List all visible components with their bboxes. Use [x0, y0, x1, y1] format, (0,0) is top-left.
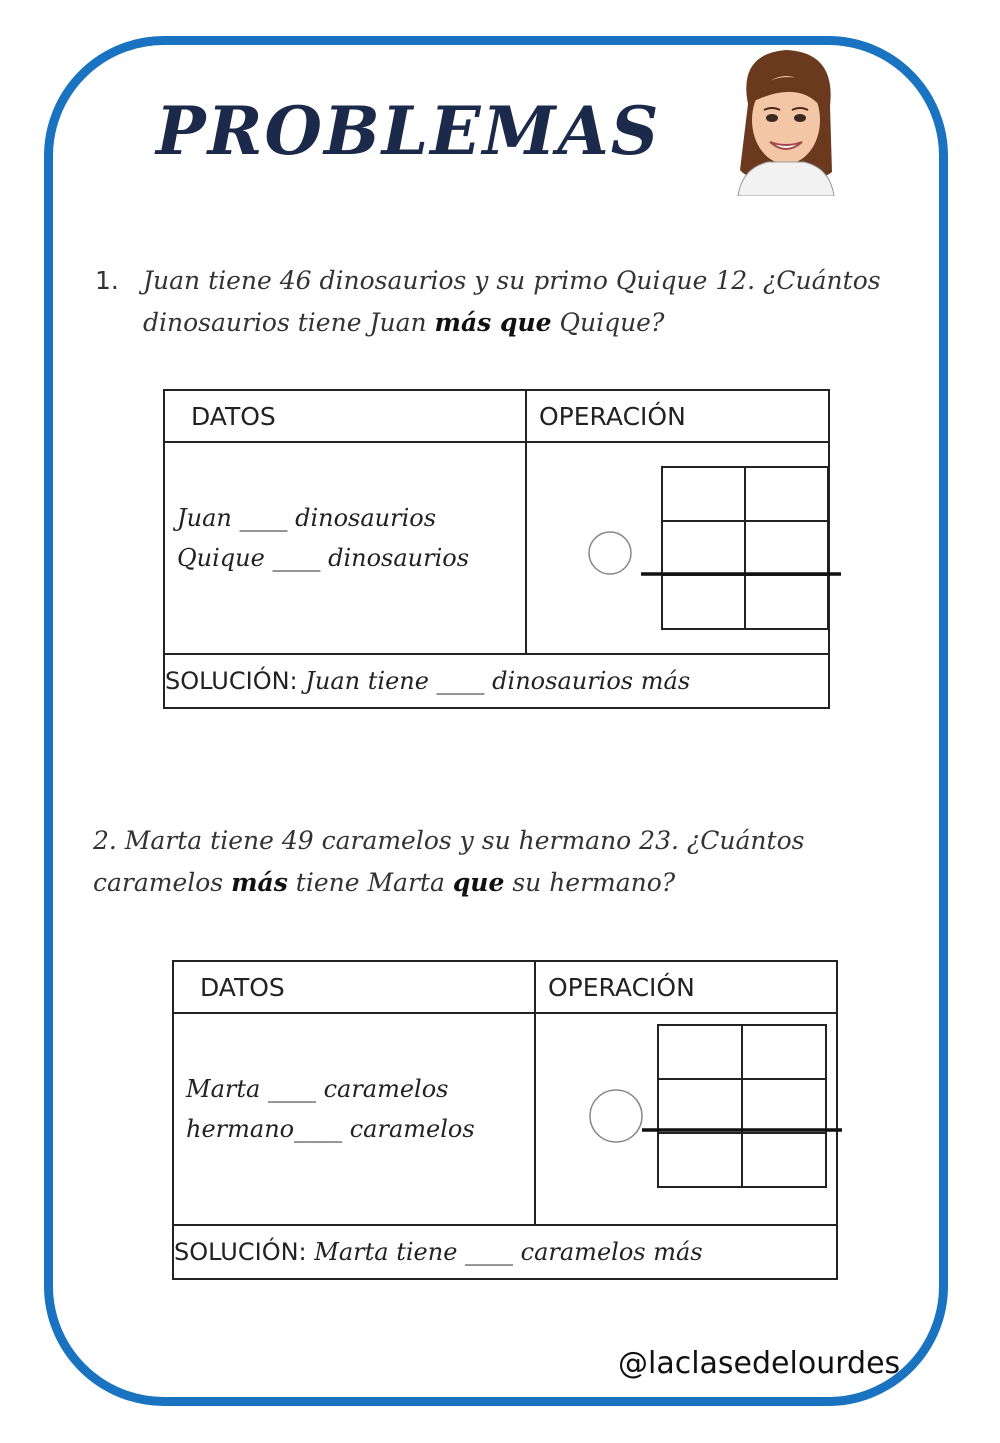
problem-1-worksheet-table: [163, 389, 830, 709]
solucion-label: SOLUCIÓN:: [165, 667, 298, 695]
problem-2-line2-b: tiene Marta: [287, 868, 453, 897]
problem-2-keyword-que: que: [452, 868, 505, 897]
teacher-avatar: [728, 44, 843, 196]
solucion-cell[interactable]: [173, 1225, 837, 1279]
operator-circle: [590, 1090, 642, 1142]
operacion-cell: [526, 442, 829, 654]
problem-1-number: 1.: [95, 266, 119, 295]
solucion-text: Juan tiene ____ dinosaurios más: [297, 667, 691, 695]
problem-2-line1: 2. Marta tiene 49 caramelos y su hermano 23. ¿Cuántos: [93, 826, 805, 855]
problem-2-keyword-mas: más: [231, 868, 288, 897]
datos-line-hermano[interactable]: hermano____ caramelos: [186, 1115, 475, 1143]
operacion-header: OPERACIÓN: [526, 390, 829, 442]
datos-header: DATOS: [164, 390, 526, 442]
solucion-text: Marta tiene ____ caramelos más: [306, 1238, 703, 1266]
problem-1-line2-b: Quique?: [551, 308, 665, 337]
datos-cell: [173, 1013, 535, 1225]
datos-line-juan[interactable]: Juan ____ dinosaurios: [177, 504, 437, 532]
datos-header: DATOS: [173, 961, 535, 1013]
problem-2-statement: [93, 820, 933, 904]
problem-1-keyword: más que: [434, 308, 552, 337]
operacion-header: OPERACIÓN: [535, 961, 837, 1013]
problem-1-line1: Juan tiene 46 dinosaurios y su primo Quique 12. ¿Cuántos: [143, 266, 881, 295]
author-handle: @laclasedelourdes: [618, 1346, 901, 1381]
solucion-cell[interactable]: [164, 654, 829, 708]
problem-1-statement: [95, 260, 935, 344]
operation-grid[interactable]: [527, 443, 858, 653]
operation-grid[interactable]: [536, 1014, 866, 1224]
problem-2-line2-a: caramelos: [93, 868, 232, 897]
datos-cell: [164, 442, 526, 654]
operator-circle: [589, 532, 631, 574]
operacion-cell: [535, 1013, 837, 1225]
datos-line-quique[interactable]: Quique ____ dinosaurios: [177, 544, 470, 572]
problem-2-worksheet-table: [172, 960, 838, 1280]
problem-2-line2-c: su hermano?: [504, 868, 676, 897]
problem-1-line2-a: dinosaurios tiene Juan: [143, 308, 435, 337]
datos-line-marta[interactable]: Marta ____ caramelos: [186, 1075, 449, 1103]
solucion-label: SOLUCIÓN:: [174, 1238, 307, 1266]
page-title: PROBLEMAS: [156, 92, 661, 170]
